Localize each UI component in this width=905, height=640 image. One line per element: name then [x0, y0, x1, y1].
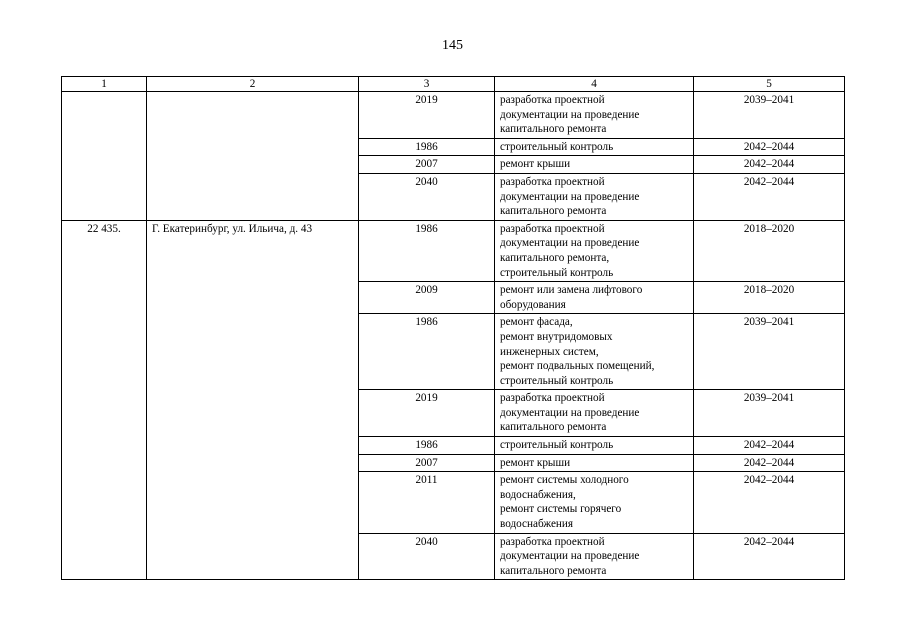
work-type-line: строительный контроль — [500, 439, 614, 452]
work-type-line: капитального ремонта — [500, 123, 607, 136]
year-cell: 2007 — [359, 156, 495, 174]
work-type-line: документации на проведение — [500, 237, 640, 250]
table-body — [62, 92, 845, 580]
work-type-line: инженерных систем, — [500, 345, 599, 358]
work-type-line: документации на проведение — [500, 190, 640, 203]
work-type-line: разработка проектной — [500, 392, 605, 405]
year-cell: 2019 — [359, 92, 495, 139]
work-type-line: документации на проведение — [500, 406, 640, 419]
column-header: 1 — [62, 77, 147, 92]
work-type-line: строительный контроль — [500, 266, 614, 279]
year-cell: 1986 — [359, 314, 495, 390]
work-type-line: разработка проектной — [500, 222, 605, 235]
column-header: 5 — [694, 77, 845, 92]
year-cell: 1986 — [359, 437, 495, 455]
work-type-line: капитального ремонта, — [500, 251, 610, 264]
period-cell: 2042–2044 — [694, 437, 845, 455]
address-cell — [147, 92, 359, 221]
repair-schedule-table — [61, 76, 845, 580]
work-type-line: капитального ремонта — [500, 205, 607, 218]
period-cell: 2042–2044 — [694, 138, 845, 156]
work-type-cell — [495, 472, 694, 533]
year-cell: 2011 — [359, 472, 495, 533]
year-cell: 1986 — [359, 220, 495, 281]
work-type-line: документации на проведение — [500, 550, 640, 563]
period-cell: 2018–2020 — [694, 220, 845, 281]
table-row — [62, 220, 845, 281]
work-type-cell — [495, 454, 694, 472]
address-cell: Г. Екатеринбург, ул. Ильича, д. 43 — [147, 220, 359, 580]
work-type-cell — [495, 437, 694, 455]
period-cell: 2042–2044 — [694, 472, 845, 533]
work-type-line: ремонт системы холодного — [500, 474, 629, 487]
period-cell: 2039–2041 — [694, 92, 845, 139]
work-type-line: разработка проектной — [500, 535, 605, 548]
work-type-line: водоснабжения, — [500, 488, 576, 501]
work-type-cell — [495, 282, 694, 314]
work-type-line: разработка проектной — [500, 175, 605, 188]
year-cell: 2007 — [359, 454, 495, 472]
year-cell: 1986 — [359, 138, 495, 156]
work-type-line: ремонт крыши — [500, 158, 571, 171]
work-type-line: документации на проведение — [500, 108, 640, 121]
record-number-cell — [62, 92, 147, 221]
work-type-line: ремонт системы горячего — [500, 503, 622, 516]
record-number-cell: 22 435. — [62, 220, 147, 580]
work-type-line: капитального ремонта — [500, 564, 607, 577]
work-type-cell — [495, 173, 694, 220]
year-cell: 2040 — [359, 533, 495, 580]
work-type-cell — [495, 314, 694, 390]
column-header: 4 — [495, 77, 694, 92]
page-number: 145 — [442, 38, 463, 53]
work-type-line: ремонт фасада, — [500, 316, 573, 329]
work-type-cell — [495, 138, 694, 156]
column-header: 3 — [359, 77, 495, 92]
work-type-cell — [495, 533, 694, 580]
work-type-line: строительный контроль — [500, 374, 614, 387]
table-row — [62, 92, 845, 139]
period-cell: 2039–2041 — [694, 314, 845, 390]
period-cell: 2039–2041 — [694, 390, 845, 437]
work-type-line: строительный контроль — [500, 140, 614, 153]
year-cell: 2040 — [359, 173, 495, 220]
column-number-row — [62, 77, 845, 92]
work-type-line: ремонт внутридомовых — [500, 330, 613, 343]
period-cell: 2042–2044 — [694, 533, 845, 580]
work-type-cell — [495, 390, 694, 437]
period-cell: 2018–2020 — [694, 282, 845, 314]
work-type-line: разработка проектной — [500, 94, 605, 106]
work-type-line: капитального ремонта — [500, 421, 607, 434]
work-type-line: ремонт подвальных помещений, — [500, 360, 655, 373]
column-header: 2 — [147, 77, 359, 92]
work-type-line: ремонт или замена лифтового — [500, 284, 643, 297]
period-cell: 2042–2044 — [694, 173, 845, 220]
work-type-line: водоснабжения — [500, 518, 574, 531]
year-cell: 2009 — [359, 282, 495, 314]
work-type-cell — [495, 156, 694, 174]
year-cell: 2019 — [359, 390, 495, 437]
period-cell: 2042–2044 — [694, 454, 845, 472]
work-type-cell — [495, 220, 694, 281]
work-type-cell — [495, 92, 694, 139]
period-cell: 2042–2044 — [694, 156, 845, 174]
work-type-line: ремонт крыши — [500, 456, 571, 469]
work-type-line: оборудования — [500, 298, 566, 311]
